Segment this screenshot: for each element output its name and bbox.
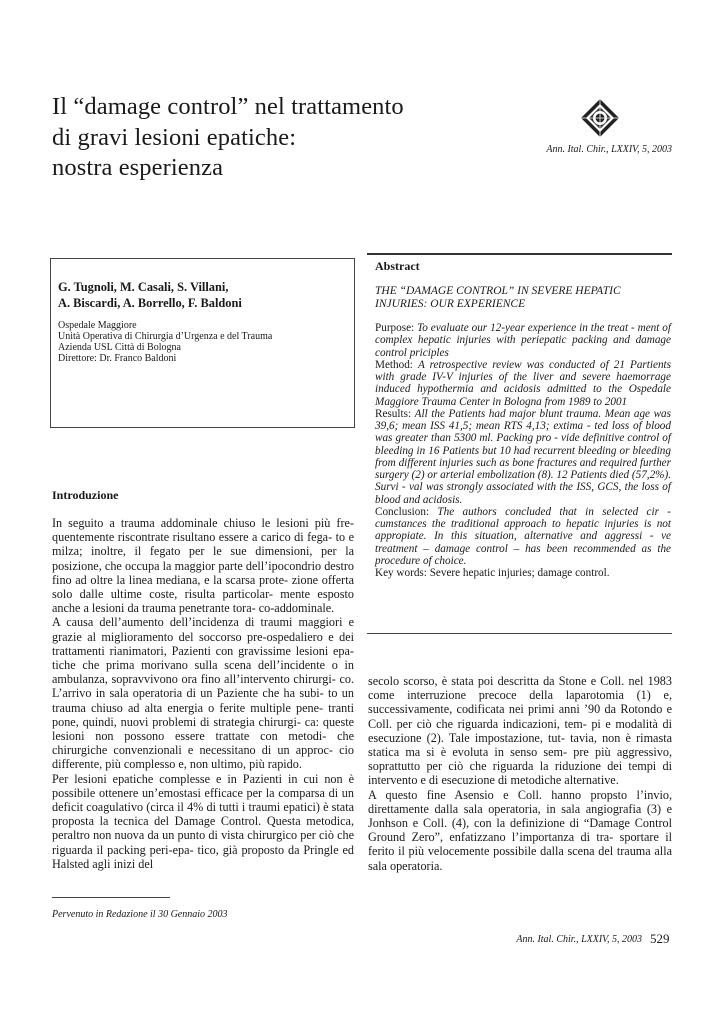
journal-reference: Ann. Ital. Chir., LXXIV, 5, 2003 xyxy=(546,144,672,155)
section-text: To evaluate our 12-year experience in the treat - ment of complex hepatic injuries with periepatic packing and damage control priciples xyxy=(375,322,671,359)
body-paragraph: A questo fine Asensio e Coll. hanno propsto l’invio, direttamente dalla sala operatoria, in sala angiografia (3) e Jonhson e Coll. (4), con la definizione di “Damage Control Ground Zero”, enfatizzano l’importanza di tra- sportare il ferito il più velocemente possibile dalla scena del trauma alla sala operatoria. xyxy=(368,787,672,873)
journal-emblem-icon xyxy=(580,98,620,138)
abstract-purpose xyxy=(375,322,671,359)
keywords-text: Severe hepatic injuries; damage control. xyxy=(429,567,610,579)
author-list xyxy=(58,280,348,311)
affiliation-line: Ospedale Maggiore xyxy=(58,320,137,331)
affiliation-line: Direttore: Dr. Franco Baldoni xyxy=(58,353,177,364)
affiliation-line: Azienda USL Città di Bologna xyxy=(58,342,181,353)
body-paragraph: Per lesioni epatiche complesse e in Pazienti in cui non è possibile ottenere un’emostasi efficace per la comparsa di un deficit coagulativo (circa il 4% di tutti i traumi epatici) è stata proposta la tecnica del Damage Control. Questa metodica, peraltro non nuova da un punto di vista chirurgico per ciò che riguarda il packing peri-epa- tico, già proposto da Pringle ed Halsted agli inizi del xyxy=(52,771,354,871)
body-paragraph: In seguito a trauma addominale chiuso le lesioni più fre- quentemente riscontrate risultano essere a carico di fega- to e milza; inoltre, il fegato per le sue dimensioni, per la posizione, che occupa la maggior parte dell’ipocondrio destro fino ad oltre la linea mediana, e la scarsa prote- zione offerta solo dalle ultime coste, risulta particolar- mente esposto anche a lesioni da trauma penetrante tora- co-addominale. xyxy=(52,516,354,616)
abstract-keywords xyxy=(375,567,671,579)
keywords-label: Key words: xyxy=(375,567,427,579)
abstract-top-rule xyxy=(367,253,672,255)
authors-line-1: G. Tugnoli, M. Casali, S. Villani, xyxy=(58,280,229,294)
body-column-right xyxy=(368,674,672,873)
abstract-method xyxy=(375,359,671,408)
abstract-title: THE “DAMAGE CONTROL” IN SEVERE HEPATIC INJURIES: OUR EXPERIENCE xyxy=(375,285,621,310)
section-label: Method: xyxy=(375,358,413,371)
section-text: All the Patients had major blunt trauma. Mean age was 39,6; mean ISS 41,5; mean RTS 4,13; extima - ted loss of blood was greater than 5300 ml. Packing pro - vide definitive control of bleeding in 16 Patients but 10 had recurrent bleeding or bleeding from different injuries such as bone fractures and required further surgery (2) or arterial embolization (8). 12 Patients died (57,2%). Survi - val was strongly associated with the ISS, GCS, the loss of blood and acidosis. xyxy=(375,407,672,506)
affiliation xyxy=(58,320,348,364)
section-label: Purpose: xyxy=(375,322,415,334)
body-paragraph: A causa dell’aumento dell’incidenza di traumi maggiori e grazie al miglioramento del soccorso pre-ospedaliero e dei trattamenti rianimatori, Pazienti con gravissime lesioni epa- tiche che prima morivano sulla scena dell’incidente o in ambulanza, sopravvivono ora fino all’intervento chirurgi- co. L’arrivo in sala operatoria di un Paziente che ha subi- to un trauma chiuso ad alta energia o ferite multiple pene- tranti pone, quindi, nuovi problemi di strategia chirurgi- ca: queste lesioni non possono essere trattate con metodi- che chirurgiche convenzionali e necessitano di un approc- cio differente, più complesso e, non ultimo, più rapido. xyxy=(52,615,354,772)
abstract-results xyxy=(375,408,671,506)
body-paragraph: secolo scorso, è stata poi descritta da Stone e Coll. nel 1983 come interruzione precoce della laparotomia (1) e, successivamente, codificata nei primi anni ’90 da Rotondo e Coll. per ciò che riguarda indicazioni, tem- pi e modalità di esecuzione (2). Tale impostazione, tut- tavia, non è rimasta statica ma si è evoluta in senso sem- pre più aggressivo, soprattutto per ciò che riguarda la riduzione dei tempi di intervento e di esecuzione di metodiche alternative. xyxy=(368,674,672,788)
section-text: A retrospective review was conducted of 21 Partients with grade IV-V injuries of the liver and severe haemorrage induced hypothermia and acidosis admitted to the Ospedale Maggiore Trauma Center in Bologna from 1989 to 2001 xyxy=(375,358,672,408)
footer-journal-reference: Ann. Ital. Chir., LXXIV, 5, 2003 xyxy=(516,934,642,945)
body-column-left xyxy=(52,516,354,871)
affiliation-line: Unità Operativa di Chirurgia d’Urgenza e del Trauma xyxy=(58,331,273,342)
page-number: 529 xyxy=(650,931,670,946)
abstract-conclusion xyxy=(375,506,671,567)
section-heading-introduzione: Introduzione xyxy=(52,488,119,502)
abstract-bottom-rule xyxy=(367,633,672,634)
abstract-heading: Abstract xyxy=(375,259,420,273)
title-line-2: di gravi lesioni epatiche: xyxy=(52,123,297,151)
footnote-rule xyxy=(52,897,170,898)
authors-line-2: A. Biscardi, A. Borrello, F. Baldoni xyxy=(58,295,242,310)
title-line-3: nostra esperienza xyxy=(52,154,224,181)
section-text: The authors concluded that in selected cir - cumstances the traditional approach to hepatic injuries is not appropiate. In this situation, alternative and aggressi - ve treatment – damage control – has been recommended as the procedure of choice. xyxy=(375,505,672,567)
section-label: Results: xyxy=(375,407,412,420)
title-line-1: Il “damage control” nel trattamento xyxy=(52,93,404,120)
article-title xyxy=(52,92,492,184)
received-date-footnote: Pervenuto in Redazione il 30 Gennaio 2003 xyxy=(52,909,228,920)
section-label: Conclusion: xyxy=(375,505,430,518)
abstract-body xyxy=(375,322,671,579)
